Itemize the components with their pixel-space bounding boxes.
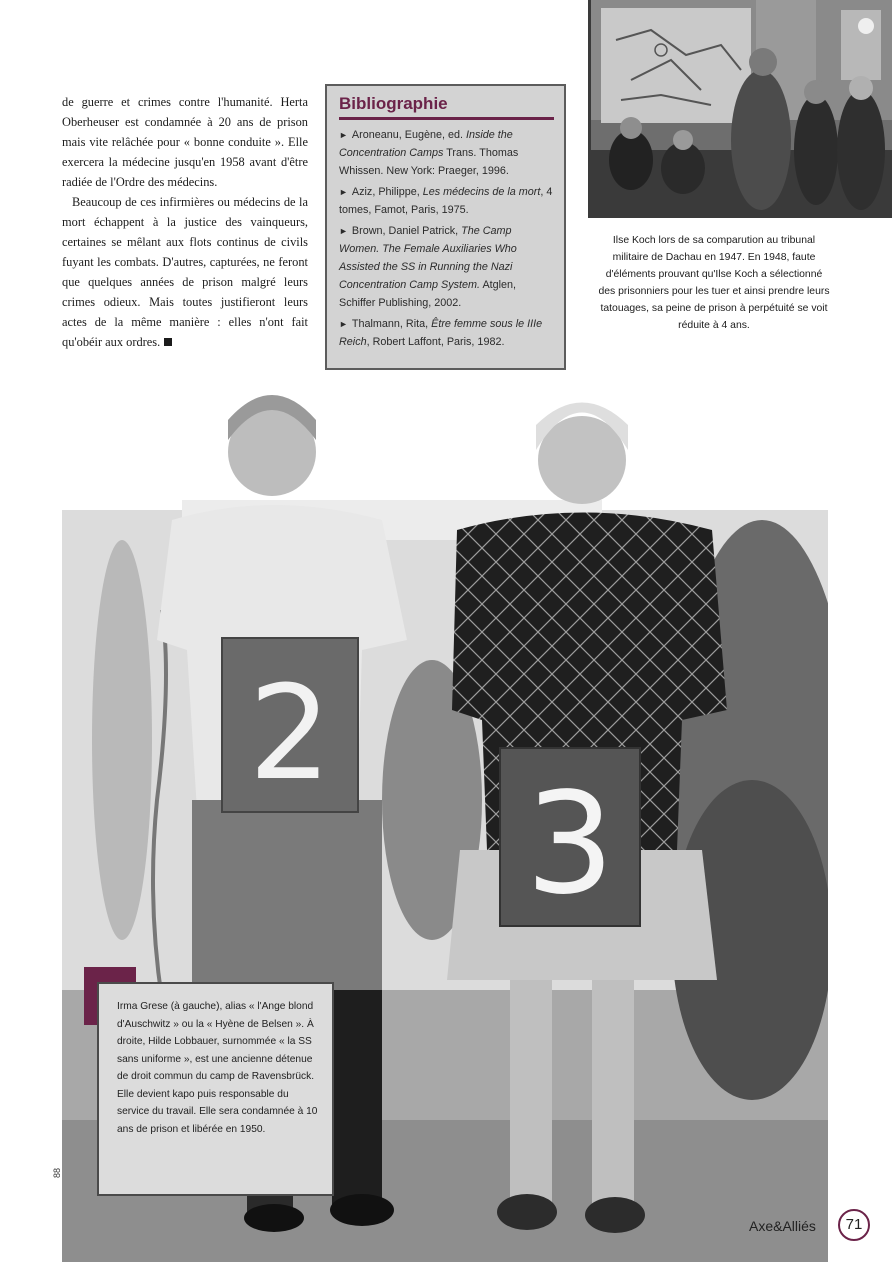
bibliography-title: Bibliographie bbox=[339, 94, 554, 120]
courtroom-photo bbox=[588, 0, 892, 218]
entry-title: Inside the Concentration Camps bbox=[339, 129, 513, 159]
article-body bbox=[62, 92, 308, 352]
bibliography-entry bbox=[339, 126, 554, 180]
entry-title: Les médecins de la mort bbox=[422, 186, 541, 198]
sign-number-2: 2 bbox=[248, 657, 332, 809]
photo-caption-text: Irma Grese (à gauche), alias « l'Ange blond d'Auschwitz » ou la « Hyène de Belsen ». À droite, Hilde Lobbauer, surnommée « la SS sans uniforme », est une ancienne détenue de droit commun du camp de Ravensbrück. Elle devient kapo puis responsable du service du travail. Elle sera condamnée à 10 ans de prison et libérée en 1950. bbox=[117, 1001, 318, 1135]
page-number: 71 bbox=[838, 1209, 870, 1241]
entry-author: Thalmann, Rita, bbox=[351, 318, 429, 330]
entry-rest: , Robert Laffont, Paris, 1982. bbox=[366, 336, 505, 348]
entry-rest: Trans. Thomas Whissen. New York: Praeger, 1996. bbox=[339, 147, 519, 177]
entry-author: Brown, Daniel Patrick, bbox=[351, 225, 459, 237]
courtroom-photo-caption: Ilse Koch lors de sa comparution au tribunal militaire de Dachau en 1947. En 1948, faute d'éléments prouvant qu'Ilse Koch a sélectionné des prisonniers pour les tuer et ainsi prendre leurs tatouages, sa peine de prison à perpétuité se voit réduite à 4 ans. bbox=[598, 235, 830, 331]
article-paragraph-2 bbox=[62, 192, 308, 352]
courtroom-photo-image bbox=[591, 0, 892, 218]
entry-title: The Camp Women. The Female Auxiliaries Who Assisted the SS in Running the Nazi Concentration Camp System. bbox=[339, 225, 517, 291]
photo-caption-box bbox=[97, 982, 334, 1196]
side-marker: 88 bbox=[52, 1167, 62, 1178]
entry-rest: Atglen, Schiffer Publishing, 2002. bbox=[339, 279, 517, 309]
triangle-bullet-icon: ► bbox=[339, 226, 348, 236]
magazine-brand: Axe&Alliés bbox=[749, 1218, 816, 1234]
bibliography-entry bbox=[339, 315, 554, 351]
triangle-bullet-icon: ► bbox=[339, 130, 348, 140]
article-paragraph-2-text: Beaucoup de ces infirmières ou médecins de la mort échappent à la justice des vainqueurs, certaines se mêlant aux flots continus de civils fuyant les combats. D'autres, capturées, ne feront que quelques années de prison malgré leurs crimes odieux. Mais toutes justifieront leurs actes de la même manière : elles n'ont fait qu'obéir aux ordres. bbox=[62, 195, 308, 349]
sign-number-3: 3 bbox=[525, 763, 615, 926]
bibliography-entry bbox=[339, 222, 554, 312]
end-of-article-mark bbox=[164, 338, 172, 346]
article-paragraph-1: de guerre et crimes contre l'humanité. Herta Oberheuser est condamnée à 20 ans de prison mais vite relâchée pour « bonne conduite ». Elle exercera la médecine jusqu'en 1958 avant d'être radiée de l'Ordre des médecins. bbox=[62, 95, 308, 189]
triangle-bullet-icon: ► bbox=[339, 319, 348, 329]
entry-title: Être femme sous le IIIe Reich bbox=[339, 318, 543, 348]
entry-author: Aziz, Philippe, bbox=[351, 186, 420, 198]
entry-author: Aroneanu, Eugène, ed. bbox=[351, 129, 463, 141]
bibliography-entry bbox=[339, 183, 554, 219]
bibliography-box bbox=[325, 84, 566, 370]
triangle-bullet-icon: ► bbox=[339, 187, 348, 197]
entry-rest: , 4 tomes, Famot, Paris, 1975. bbox=[339, 186, 553, 216]
